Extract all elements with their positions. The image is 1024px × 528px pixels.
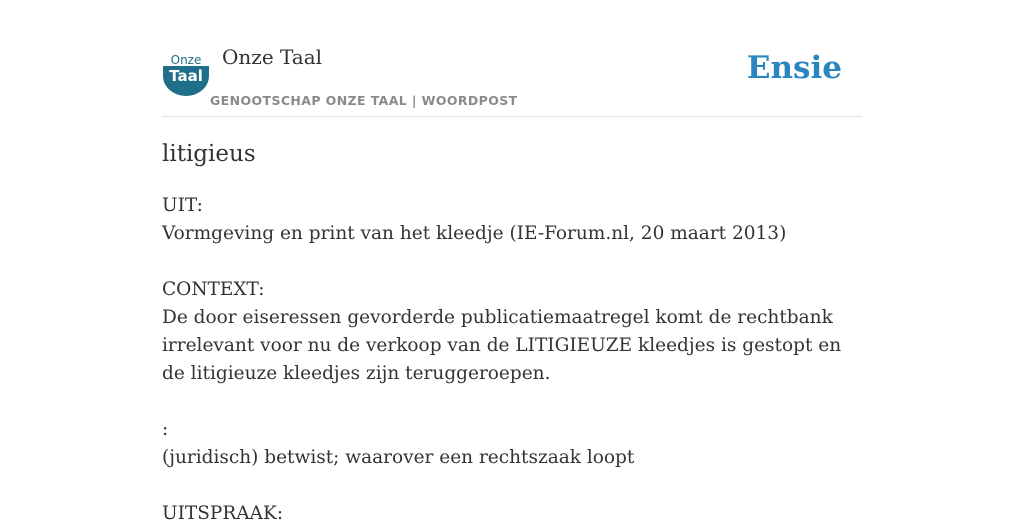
onze-taal-logo[interactable] xyxy=(162,54,210,96)
logo-text-top: Onze xyxy=(170,53,202,67)
logo-text-bottom: Taal xyxy=(169,67,203,85)
entry-body: UIT: Vormgeving en print van het kleedje (IE-Forum.nl, 20 maart 2013) CONTEXT: De door eiseressen gevorderde publicatiemaatregel komt de rechtbank irrelevant voor nu de verkoop van de LITIGIEUZE kleedjes is gestopt en de litigieuze kleedjes zijn teruggeroepen. : (juridisch) betwist; waarover een rechtszaak loopt UITSPRAAK: xyxy=(162,195,842,524)
entry-content xyxy=(162,138,862,528)
ensie-brand-logo[interactable]: Ensie xyxy=(746,50,842,86)
entry-term: litigieus xyxy=(162,141,256,167)
header xyxy=(162,40,862,117)
site-title[interactable]: Onze Taal xyxy=(222,45,323,69)
site-subtitle: GENOOTSCHAP ONZE TAAL | WOORDPOST xyxy=(210,93,518,108)
